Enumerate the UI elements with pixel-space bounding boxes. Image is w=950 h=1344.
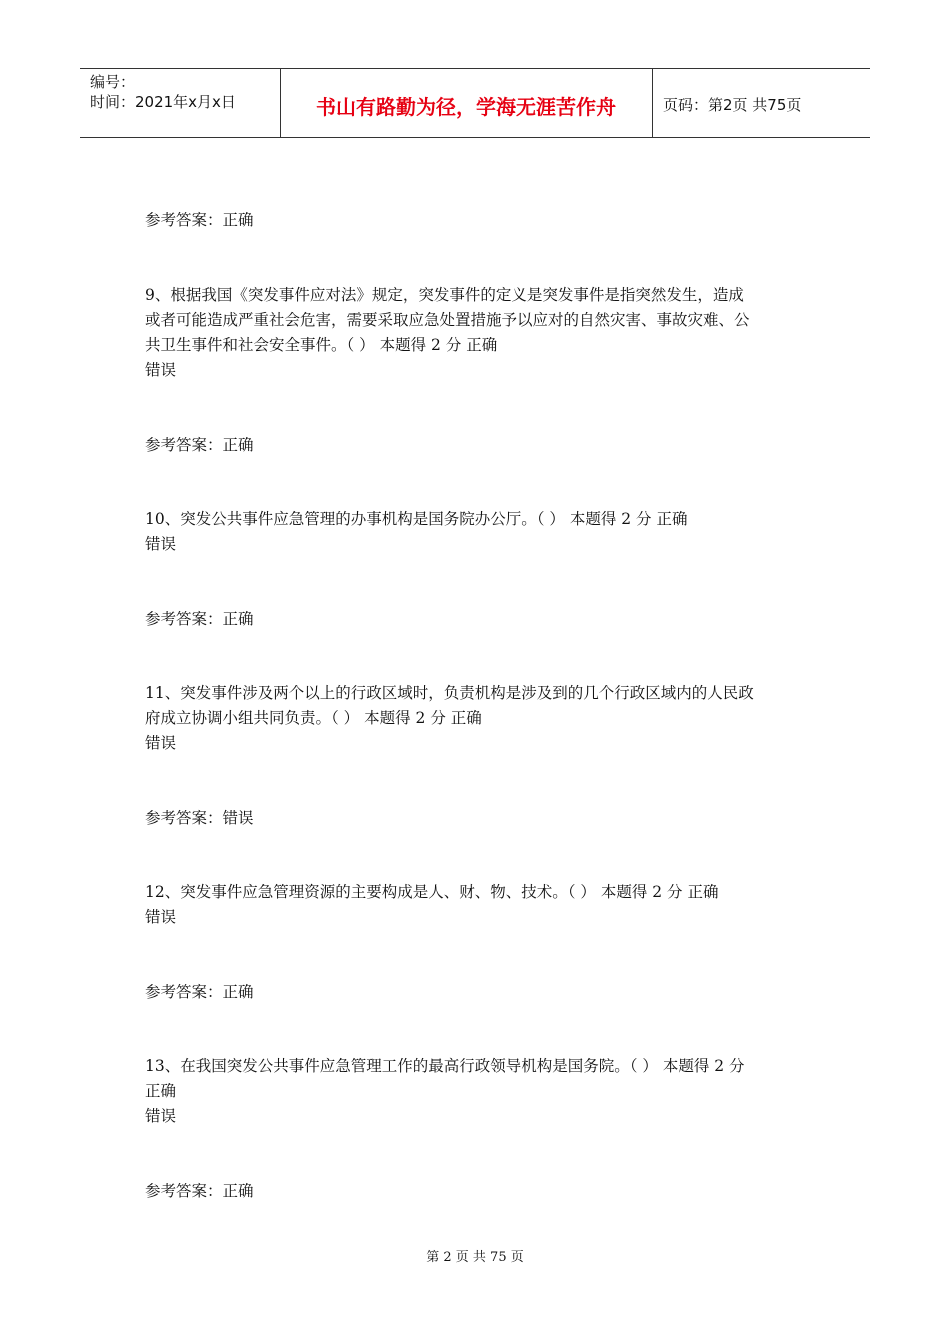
header-middle-cell (280, 69, 653, 137)
question-9-line-1: 9、根据我国《突发事件应对法》规定，突发事件的定义是突发事件是指突然发生，造成 (145, 286, 744, 304)
page-header (80, 68, 870, 138)
question-9-line-4: 错误 (145, 361, 177, 379)
question-12-line-1: 12、突发事件应急管理资源的主要构成是人、财、物、技术。（ ） 本题得 2 分 正确 (145, 883, 719, 901)
question-12-line-2: 错误 (145, 908, 177, 926)
question-9 (145, 283, 815, 383)
question-11 (145, 681, 815, 756)
header-page-info: 页码：第2页 共75页 (663, 96, 802, 114)
answer-12: 参考答案：正确 (145, 983, 254, 1001)
answer-13: 参考答案：正确 (145, 1182, 254, 1200)
question-11-line-1: 11、突发事件涉及两个以上的行政区域时，负责机构是涉及到的几个行政区域内的人民政 (145, 684, 754, 702)
header-left-cell (80, 69, 281, 137)
question-13-line-1: 13、在我国突发公共事件应急管理工作的最高行政领导机构是国务院。（ ） 本题得 2 分 (145, 1057, 745, 1075)
question-13-line-3: 错误 (145, 1107, 177, 1125)
question-13-line-2: 正确 (145, 1082, 177, 1100)
question-11-line-2: 府成立协调小组共同负责。（ ） 本题得 2 分 正确 (145, 709, 482, 727)
answer-11: 参考答案：错误 (145, 809, 254, 827)
header-right-cell (653, 69, 870, 137)
question-12 (145, 880, 815, 930)
answer-prev: 参考答案：正确 (145, 211, 254, 229)
question-10-line-2: 错误 (145, 535, 177, 553)
answer-10: 参考答案：正确 (145, 610, 254, 628)
doc-number-label: 编号： (90, 73, 136, 91)
question-9-line-3: 共卫生事件和社会安全事件。（ ） 本题得 2 分 正确 (145, 336, 498, 354)
question-11-line-3: 错误 (145, 734, 177, 752)
answer-9: 参考答案：正确 (145, 436, 254, 454)
question-13 (145, 1054, 815, 1129)
page-footer: 第 2 页 共 75 页 (426, 1250, 524, 1265)
question-10 (145, 507, 815, 557)
question-10-line-1: 10、突发公共事件应急管理的办事机构是国务院办公厅。（ ） 本题得 2 分 正确 (145, 510, 688, 528)
doc-date: 时间：2021年x月x日 (90, 93, 236, 111)
header-motto: 书山有路勤为径，学海无涯苦作舟 (316, 95, 616, 119)
question-9-line-2: 或者可能造成严重社会危害，需要采取应急处置措施予以应对的自然灾害、事故灾难、公 (145, 311, 750, 329)
